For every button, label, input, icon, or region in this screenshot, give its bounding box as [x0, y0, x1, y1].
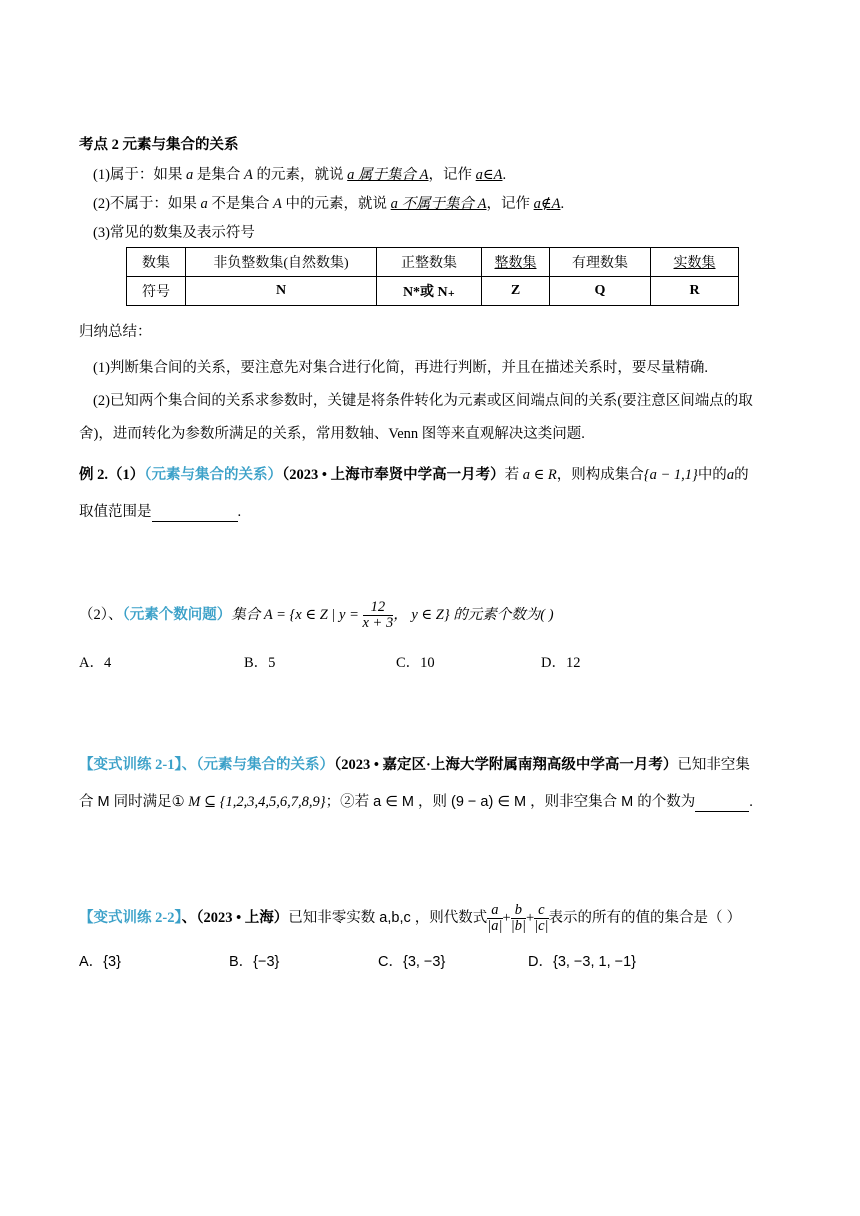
- plus-sign: +: [525, 909, 535, 926]
- variant-2-2: [79, 903, 741, 934]
- item-belong-end: .: [502, 167, 507, 183]
- table-header-cell: 有理数集: [550, 248, 651, 277]
- variant-2-1-line2: [79, 790, 753, 812]
- question-text: ，则构成集合: [556, 467, 644, 483]
- var-a: a: [726, 467, 735, 483]
- var-a: a: [186, 167, 194, 183]
- table-header-cell: 正整数集: [377, 248, 482, 277]
- option-d[interactable]: D．12: [541, 655, 581, 671]
- condition-text: 若 a ∈ M ，则 (9 − a) ∈ M ，则非空集合 M 的个数为: [354, 794, 696, 810]
- summary-point-2-line2: 舍)，进而转化为参数所满足的关系，常用数轴、Venn 图等来直观解决这类问题.: [79, 426, 585, 442]
- fraction-numerator: 12: [370, 599, 386, 615]
- variant-label: 【变式训练 2-2】: [79, 909, 182, 926]
- separator: ；: [325, 794, 341, 810]
- item-not-belong-underlined: a 不属于集合 A: [390, 196, 487, 212]
- section-title: 考点 2 元素与集合的关系: [79, 137, 239, 153]
- fraction-denominator: x + 3: [362, 615, 394, 631]
- table-cell-symbol: N: [186, 277, 377, 306]
- question-text: 已知非零实数 a,b,c ，则代数式: [288, 909, 488, 926]
- source-tag: 、（2023 • 上海）: [181, 909, 289, 926]
- fraction-numerator: c: [538, 902, 545, 918]
- condition: a ∈ R: [522, 467, 557, 483]
- option-a[interactable]: A．4: [79, 655, 112, 671]
- item-number-sets: (3)常见的数集及表示符号: [93, 225, 255, 241]
- question-text: 已知非空集: [677, 757, 750, 773]
- option-b[interactable]: B．5: [244, 655, 276, 671]
- item-not-belong-mid2: 中的元素，就说: [281, 196, 391, 212]
- item-belong-prefix: (1)属于：如果: [93, 167, 187, 183]
- option-c[interactable]: C．{3, −3}: [378, 954, 446, 970]
- question-end: .: [749, 794, 753, 810]
- item-belong-notation: a∈A: [475, 167, 503, 183]
- example-2-1: [79, 463, 749, 484]
- question-end: .: [237, 504, 242, 520]
- set-definition: 集合 A = {x ∈ Z | y =: [231, 606, 363, 623]
- topic-tag: 、（元素与集合的关系）: [181, 757, 334, 773]
- summary-title: 归纳总结：: [79, 324, 152, 340]
- table-header-cell: [651, 248, 739, 277]
- topic-tag: （元素个数问题）: [122, 606, 232, 623]
- table-cell-symbol: Z: [482, 277, 550, 306]
- set-definition-end: ， y ∈ Z} 的元素个数为( ): [393, 606, 554, 623]
- question-text: 中的: [697, 467, 727, 483]
- table-row: [127, 248, 739, 277]
- answer-blank[interactable]: [695, 794, 749, 812]
- table-cell-symbol: N*或 N₊: [377, 277, 482, 306]
- table-cell-symbol: R: [651, 277, 739, 306]
- table-row: [127, 277, 739, 306]
- fraction-numerator: b: [514, 902, 522, 918]
- option-d[interactable]: D．{3, −3, 1, −1}: [528, 954, 637, 970]
- example-label: 例 2.（1）: [79, 467, 145, 483]
- table-cell-symbol-label: 符号: [127, 277, 186, 306]
- var-A: A: [244, 167, 253, 183]
- table-header-cell: 数集: [127, 248, 186, 277]
- summary-point-1: (1)判断集合间的关系，要注意先对集合进行化简，再进行判断，并且在描述关系时，要尽量精确.: [93, 360, 709, 376]
- table-cell-symbol: Q: [550, 277, 651, 306]
- source-tag: （2023 • 上海市奉贤中学高一月考）: [282, 467, 505, 483]
- table-header-reals: 实数集: [673, 256, 716, 271]
- fraction-denominator: |c|: [534, 918, 549, 934]
- option-a[interactable]: A．{3}: [79, 954, 121, 970]
- item-not-belong-notation: a∉A: [533, 196, 561, 212]
- variant-label: 【变式训练 2-1】: [79, 757, 182, 773]
- table-header-cell: [482, 248, 550, 277]
- question-text: 的: [734, 467, 749, 483]
- table-header-cell: 非负整数集(自然数集): [186, 248, 377, 277]
- topic-tag: （元素与集合的关系）: [144, 467, 282, 483]
- question-text: 取值范围是: [79, 504, 152, 520]
- example-label: （2）、: [79, 606, 123, 623]
- answer-blank[interactable]: [152, 504, 238, 522]
- example-2-2: [79, 600, 554, 631]
- fraction: [363, 600, 394, 631]
- plus-sign: +: [502, 909, 511, 926]
- item-not-belong-mid1: 不是集合: [207, 196, 274, 212]
- fraction-denominator: |a|: [487, 918, 503, 934]
- summary-point-2-line1: (2)已知两个集合间的关系求参数时，关键是将条件转化为元素或区间端点间的关系(要注意区间端点的取: [93, 393, 753, 409]
- variant-2-1: [79, 753, 750, 774]
- question-text: 若: [504, 467, 523, 483]
- item-not-belong: [93, 192, 564, 213]
- circled-one: ①: [171, 794, 185, 810]
- set-expression: M ⊆ {1,2,3,4,5,6,7,8,9}: [184, 794, 326, 810]
- item-belong-mid2: 的元素，就说: [252, 167, 348, 183]
- fraction-c: [534, 903, 548, 934]
- set-expression: {a − 1,1}: [643, 467, 698, 483]
- question-text: 表示的所有的值的集合是（ ）: [548, 909, 742, 926]
- question-text: 合 M 同时满足: [79, 794, 172, 810]
- item-belong-mid1: 是集合: [193, 167, 245, 183]
- var-A: A: [273, 196, 282, 212]
- item-not-belong-end: .: [560, 196, 565, 212]
- fraction-a: [487, 903, 502, 934]
- var-a: a: [200, 196, 208, 212]
- number-sets-table: [126, 247, 739, 306]
- fraction-numerator: a: [491, 902, 499, 918]
- item-belong-underlined: a 属于集合 A: [347, 167, 429, 183]
- table-header-integers: 整数集: [494, 256, 537, 271]
- item-belong: [93, 163, 506, 184]
- item-not-belong-prefix: (2)不属于：如果: [93, 196, 201, 212]
- example-2-1-line2: [79, 500, 241, 522]
- item-not-belong-mid3: ，记作: [486, 196, 534, 212]
- option-c[interactable]: C．10: [396, 655, 435, 671]
- item-belong-mid3: ，记作: [428, 167, 476, 183]
- fraction-denominator: |b|: [510, 918, 526, 934]
- option-b[interactable]: B．{−3}: [229, 954, 280, 970]
- circled-two: ②: [340, 794, 355, 810]
- source-tag: （2023 • 嘉定区·上海大学附属南翔高级中学高一月考）: [333, 757, 678, 773]
- fraction-b: [511, 903, 526, 934]
